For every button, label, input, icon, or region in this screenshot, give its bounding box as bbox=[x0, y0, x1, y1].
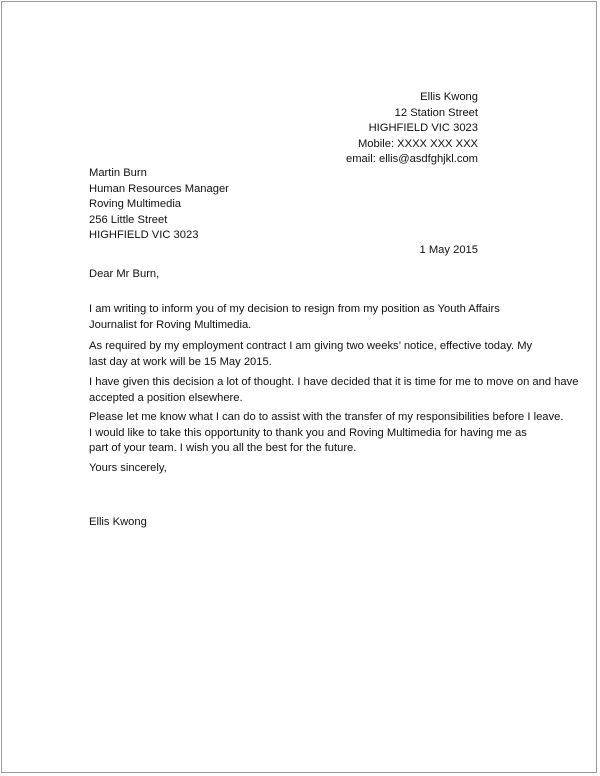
recipient-company: Roving Multimedia bbox=[89, 198, 182, 210]
signature-name: Ellis Kwong bbox=[89, 516, 147, 528]
closing: Yours sincerely, bbox=[89, 462, 167, 474]
body-paragraph-2 bbox=[89, 339, 532, 370]
sender-city: HIGHFIELD VIC 3023 bbox=[368, 122, 478, 134]
recipient-street: 256 Little Street bbox=[89, 213, 168, 226]
body-paragraph-1 bbox=[89, 302, 500, 333]
recipient-title: Human Resources Manager bbox=[89, 182, 229, 195]
paragraph-line: last day at work will be 15 May 2015. bbox=[89, 355, 272, 368]
letter-page bbox=[1, 1, 597, 773]
paragraph-line: As required by my employment contract I am giving two weeks’ notice, effective today. My bbox=[89, 340, 533, 352]
letter-date: 1 May 2015 bbox=[419, 244, 478, 256]
recipient-address-block bbox=[89, 166, 229, 244]
paragraph-line: I am writing to inform you of my decision to resign from my position as Youth Affairs bbox=[89, 303, 500, 315]
sender-email: email: ellis@asdfghjkl.com bbox=[346, 153, 478, 165]
body-paragraph-3 bbox=[89, 375, 578, 406]
paragraph-line: part of your team. I wish you all the best for the future. bbox=[89, 442, 357, 454]
sender-mobile: Mobile: XXXX XXX XXX bbox=[357, 137, 478, 150]
paragraph-line: Please let me know what I can do to assist with the transfer of my responsibilities before I leave. bbox=[89, 411, 564, 423]
sender-name: Ellis Kwong bbox=[420, 91, 478, 103]
paragraph-line: accepted a position elsewhere. bbox=[89, 391, 243, 404]
paragraph-line: I would like to take this opportunity to thank you and Roving Multimedia for having me as bbox=[89, 426, 527, 439]
paragraph-line: I have given this decision a lot of thought. I have decided that it is time for me to move on and have bbox=[89, 376, 579, 388]
recipient-name: Martin Burn bbox=[89, 167, 147, 179]
sender-address-block bbox=[346, 90, 478, 168]
paragraph-line: Journalist for Roving Multimedia. bbox=[89, 318, 252, 331]
body-paragraph-4 bbox=[89, 410, 563, 457]
sender-street: 12 Station Street bbox=[394, 106, 478, 119]
recipient-city: HIGHFIELD VIC 3023 bbox=[89, 229, 199, 241]
salutation: Dear Mr Burn, bbox=[89, 268, 160, 280]
